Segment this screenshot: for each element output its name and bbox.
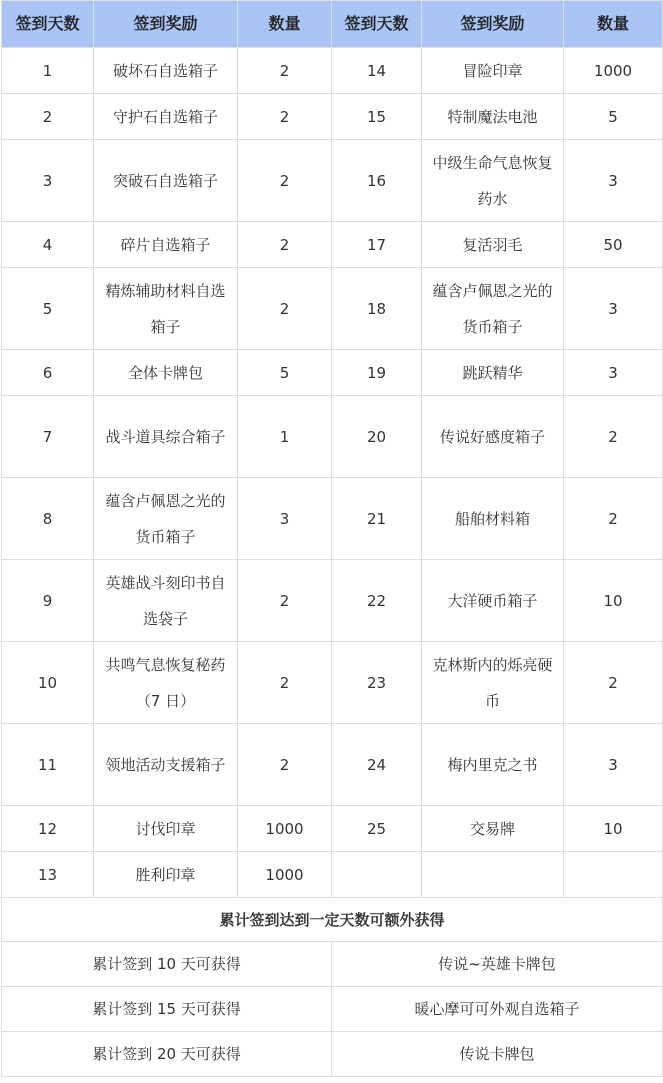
- reward-cell: 传说好感度箱子: [422, 396, 564, 478]
- table-row: [2, 478, 663, 560]
- day-cell: 10: [2, 642, 94, 724]
- day-cell: 22: [332, 560, 422, 642]
- quantity-cell: 5: [238, 350, 332, 396]
- quantity-cell: 3: [238, 478, 332, 560]
- bonus-rows: [2, 942, 663, 1077]
- header-quantity: 数量: [564, 1, 663, 48]
- day-cell: 19: [332, 350, 422, 396]
- reward-cell: 共鸣气息恢复秘药（7 日）: [94, 642, 238, 724]
- day-cell: 20: [332, 396, 422, 478]
- table-row: [2, 48, 663, 94]
- quantity-cell: 3: [564, 140, 663, 222]
- reward-cell: 全体卡牌包: [94, 350, 238, 396]
- table-row: [2, 852, 663, 898]
- reward-cell: 特制魔法电池: [422, 94, 564, 140]
- reward-cell: 守护石自选箱子: [94, 94, 238, 140]
- day-cell: 6: [2, 350, 94, 396]
- table-row: [2, 396, 663, 478]
- reward-cell: 英雄战斗刻印书自选袋子: [94, 560, 238, 642]
- quantity-cell: 1000: [238, 806, 332, 852]
- day-cell: 9: [2, 560, 94, 642]
- reward-cell: 领地活动支援箱子: [94, 724, 238, 806]
- quantity-cell: 1000: [564, 48, 663, 94]
- bonus-row: [2, 942, 663, 987]
- bonus-condition: 累计签到 10 天可获得: [2, 942, 332, 987]
- quantity-cell: 2: [238, 560, 332, 642]
- bonus-row: [2, 1032, 663, 1077]
- day-cell: 17: [332, 222, 422, 268]
- day-cell: 23: [332, 642, 422, 724]
- bonus-title: 累计签到达到一定天数可额外获得: [2, 898, 663, 942]
- day-cell: 3: [2, 140, 94, 222]
- reward-cell: 破坏石自选箱子: [94, 48, 238, 94]
- quantity-cell: 2: [564, 642, 663, 724]
- reward-cell: 冒险印章: [422, 48, 564, 94]
- table-row: [2, 268, 663, 350]
- day-cell: 1: [2, 48, 94, 94]
- day-cell: 11: [2, 724, 94, 806]
- day-cell: 14: [332, 48, 422, 94]
- day-cell: 21: [332, 478, 422, 560]
- day-cell: 12: [2, 806, 94, 852]
- day-cell: 16: [332, 140, 422, 222]
- header-quantity: 数量: [238, 1, 332, 48]
- quantity-cell: [564, 852, 663, 898]
- quantity-cell: 10: [564, 560, 663, 642]
- reward-rows: [2, 48, 663, 898]
- reward-cell: 克林斯内的烁亮硬币: [422, 642, 564, 724]
- bonus-condition: 累计签到 20 天可获得: [2, 1032, 332, 1077]
- table-row: [2, 350, 663, 396]
- reward-cell: 战斗道具综合箱子: [94, 396, 238, 478]
- table-row: [2, 560, 663, 642]
- quantity-cell: 2: [238, 642, 332, 724]
- table-header-row: [2, 1, 663, 48]
- day-cell: 4: [2, 222, 94, 268]
- table-row: [2, 140, 663, 222]
- quantity-cell: 1: [238, 396, 332, 478]
- header-reward: 签到奖励: [422, 1, 564, 48]
- reward-cell: 梅内里克之书: [422, 724, 564, 806]
- bonus-reward: 暖心摩可可外观自选箱子: [332, 987, 663, 1032]
- bonus-section: [2, 898, 663, 942]
- reward-cell: 胜利印章: [94, 852, 238, 898]
- reward-cell: 讨伐印章: [94, 806, 238, 852]
- reward-cell: 蕴含卢佩恩之光的货币箱子: [94, 478, 238, 560]
- reward-cell: 船舶材料箱: [422, 478, 564, 560]
- reward-cell: 突破石自选箱子: [94, 140, 238, 222]
- quantity-cell: 3: [564, 268, 663, 350]
- quantity-cell: 2: [238, 222, 332, 268]
- day-cell: 5: [2, 268, 94, 350]
- quantity-cell: 2: [564, 478, 663, 560]
- reward-cell: 中级生命气息恢复药水: [422, 140, 564, 222]
- header-reward: 签到奖励: [94, 1, 238, 48]
- day-cell: 8: [2, 478, 94, 560]
- table-row: [2, 724, 663, 806]
- bonus-reward: 传说卡牌包: [332, 1032, 663, 1077]
- table-row: [2, 642, 663, 724]
- table-row: [2, 222, 663, 268]
- reward-cell: 碎片自选箱子: [94, 222, 238, 268]
- reward-cell: 交易牌: [422, 806, 564, 852]
- reward-cell: 精炼辅助材料自选箱子: [94, 268, 238, 350]
- reward-cell: 复活羽毛: [422, 222, 564, 268]
- quantity-cell: 2: [238, 724, 332, 806]
- quantity-cell: 10: [564, 806, 663, 852]
- quantity-cell: 5: [564, 94, 663, 140]
- day-cell: 18: [332, 268, 422, 350]
- bonus-title-row: [2, 898, 663, 942]
- quantity-cell: 2: [564, 396, 663, 478]
- day-cell: 15: [332, 94, 422, 140]
- day-cell: 13: [2, 852, 94, 898]
- quantity-cell: 2: [238, 268, 332, 350]
- reward-cell: 跳跃精华: [422, 350, 564, 396]
- table-row: [2, 94, 663, 140]
- bonus-condition: 累计签到 15 天可获得: [2, 987, 332, 1032]
- reward-cell: [422, 852, 564, 898]
- table-row: [2, 806, 663, 852]
- quantity-cell: 2: [238, 140, 332, 222]
- day-cell: 24: [332, 724, 422, 806]
- header-day: 签到天数: [332, 1, 422, 48]
- reward-cell: 大洋硬币箱子: [422, 560, 564, 642]
- bonus-row: [2, 987, 663, 1032]
- quantity-cell: 1000: [238, 852, 332, 898]
- quantity-cell: 3: [564, 724, 663, 806]
- quantity-cell: 3: [564, 350, 663, 396]
- checkin-reward-table: [1, 0, 663, 1077]
- bonus-reward: 传说~英雄卡牌包: [332, 942, 663, 987]
- day-cell: 2: [2, 94, 94, 140]
- day-cell: [332, 852, 422, 898]
- header-day: 签到天数: [2, 1, 94, 48]
- day-cell: 7: [2, 396, 94, 478]
- day-cell: 25: [332, 806, 422, 852]
- reward-cell: 蕴含卢佩恩之光的货币箱子: [422, 268, 564, 350]
- quantity-cell: 2: [238, 48, 332, 94]
- quantity-cell: 2: [238, 94, 332, 140]
- quantity-cell: 50: [564, 222, 663, 268]
